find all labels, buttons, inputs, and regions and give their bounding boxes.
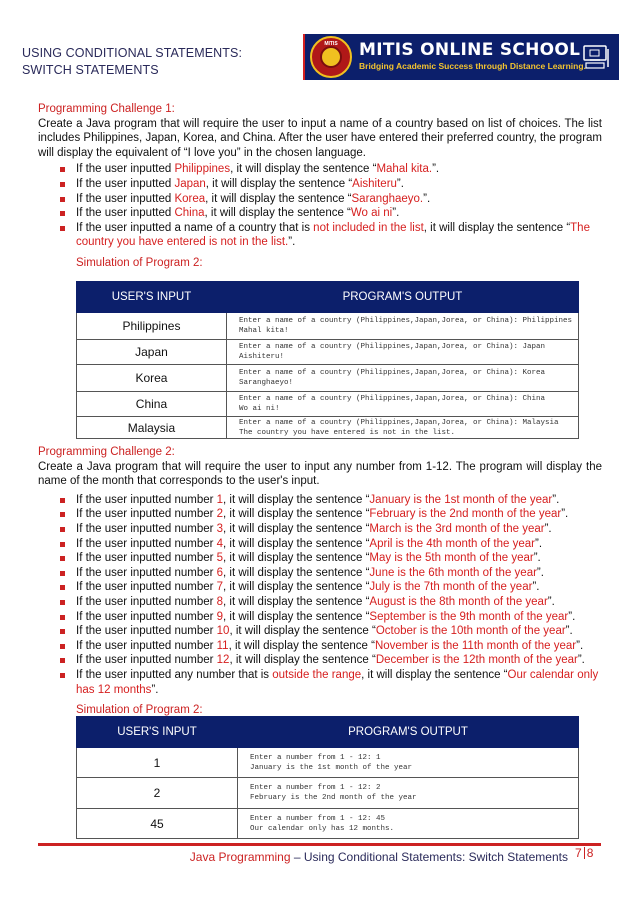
list-item: If the user inputted number 11, it will display the sentence “November is the 11th month of the year”. [60,639,602,654]
challenge2-description: Create a Java program that will require the user to input any number from 1-12. The program will display the name of the month that corresponds to the user's input. [38,460,602,488]
online-learning-icon [581,41,611,71]
table-header-output: PROGRAM'S OUTPUT [226,282,578,313]
table-cell-output: Enter a name of a country (Philippines,Japan,Jorea, or China): China Wo ai ni! [226,392,578,417]
list-item: If the user inputted Japan, it will display the sentence “Aishiteru”. [60,177,602,192]
page-current: 7 [575,846,582,860]
footer-topic: Using Conditional Statements: Switch Statements [303,850,568,864]
list-item: If the user inputted any number that is outside the range, it will display the sentence “Our calendar only has 12 months”. [60,668,602,697]
school-tagline: Bridging Academic Success through Distance Learning. [359,61,586,71]
table-cell-output: Enter a number from 1 - 12: 45 Our calendar only has 12 months. [238,809,579,839]
table-cell-input: 1 [77,748,238,778]
table-cell-input: Japan [77,340,227,365]
challenge1-title: Programming Challenge 1: [38,103,175,115]
table-header-input: USER'S INPUT [77,717,238,748]
table-row [77,809,579,839]
list-item: If the user inputted Korea, it will display the sentence “Saranghaeyo.”. [60,192,602,207]
challenge1-bullet-list [38,162,602,250]
list-item: If the user inputted number 5, it will display the sentence “May is the 5th month of the year”. [60,551,602,566]
school-name: MITIS ONLINE SCHOOL [359,40,581,60]
table-cell-input: Philippines [77,313,227,340]
table-row [77,748,579,778]
table-cell-output: Enter a name of a country (Philippines,Japan,Jorea, or China): Malaysia The country you have entered is not in the list. [226,417,578,439]
table-row [77,778,579,809]
list-item: If the user inputted China, it will display the sentence “Wo ai ni”. [60,206,602,221]
list-item: If the user inputted number 9, it will display the sentence “September is the 9th month of the year”. [60,610,602,625]
challenge2-title: Programming Challenge 2: [38,446,175,458]
document-header-title [22,45,242,79]
list-item: If the user inputted number 12, it will display the sentence “December is the 12th month of the year”. [60,653,602,668]
list-item: If the user inputted number 3, it will display the sentence “March is the 3rd month of the year”. [60,522,602,537]
table-row [77,392,579,417]
challenge2-bullet-list [38,493,602,697]
footer-divider [38,843,601,846]
table-cell-input: Malaysia [77,417,227,439]
table-cell-input: Korea [77,365,227,392]
table-header-input: USER'S INPUT [77,282,227,313]
table-cell-output: Enter a name of a country (Philippines,Japan,Jorea, or China): Korea Saranghaeyo! [226,365,578,392]
challenge1-description: Create a Java program that will require the user to input a name of a country based on list of choices. The list includes Philippines, Japan, Korea, and China. After the user have entered their preferred country, the program will display the equivalent of “I love you” in the chosen language. [38,117,602,159]
page-total: 8 [586,846,594,860]
list-item: If the user inputted number 2, it will display the sentence “February is the 2nd month of the year”. [60,507,602,522]
list-item: If the user inputted number 10, it will display the sentence “October is the 10th month of the year”. [60,624,602,639]
list-item: If the user inputted number 6, it will display the sentence “June is the 6th month of the year”. [60,566,602,581]
list-item: If the user inputted number 4, it will display the sentence “April is the 4th month of the year”. [60,537,602,552]
table-row [77,365,579,392]
list-item: If the user inputted number 1, it will display the sentence “January is the 1st month of the year”. [60,493,602,508]
school-seal-icon [310,36,352,78]
footer-text [190,850,568,864]
table-row [77,417,579,439]
page-number [575,846,593,860]
list-item: If the user inputted number 8, it will display the sentence “August is the 8th month of the year”. [60,595,602,610]
header-title-line1: USING CONDITIONAL STATEMENTS: [22,46,243,60]
table-cell-output: Enter a name of a country (Philippines,Japan,Jorea, or China): Philippines Mahal kita! [226,313,578,340]
table-cell-input: 45 [77,809,238,839]
table-cell-output: Enter a name of a country (Philippines,Japan,Jorea, or China): Japan Aishiteru! [226,340,578,365]
challenge2-simulation-table [76,716,579,839]
list-item: If the user inputted number 7, it will display the sentence “July is the 7th month of the year”. [60,580,602,595]
table-row [77,313,579,340]
school-banner [303,34,619,80]
list-item: If the user inputted a name of a country that is not included in the list, it will display the sentence “The country you have entered is not in the list.”. [60,221,602,250]
footer-course: Java Programming [189,850,291,864]
table-row [77,340,579,365]
page-content [38,102,602,271]
table-cell-output: Enter a number from 1 - 12: 2 February is the 2nd month of the year [238,778,579,809]
table-cell-output: Enter a number from 1 - 12: 1 January is the 1st month of the year [238,748,579,778]
challenge1-simulation-table [76,281,579,439]
list-item: If the user inputted Philippines, it will display the sentence “Mahal kita.”. [60,162,602,177]
challenge2-simulation-label: Simulation of Program 2: [76,704,203,717]
table-header-output: PROGRAM'S OUTPUT [238,717,579,748]
challenge2-section [38,445,602,718]
table-cell-input: China [77,392,227,417]
footer-separator: – [290,850,304,864]
banner-accent-stripe [303,34,305,80]
challenge1-simulation-label: Simulation of Program 2: [76,256,203,269]
header-title-line2: SWITCH STATEMENTS [22,63,159,77]
seal-text: MITIS [324,41,338,47]
table-cell-input: 2 [77,778,238,809]
